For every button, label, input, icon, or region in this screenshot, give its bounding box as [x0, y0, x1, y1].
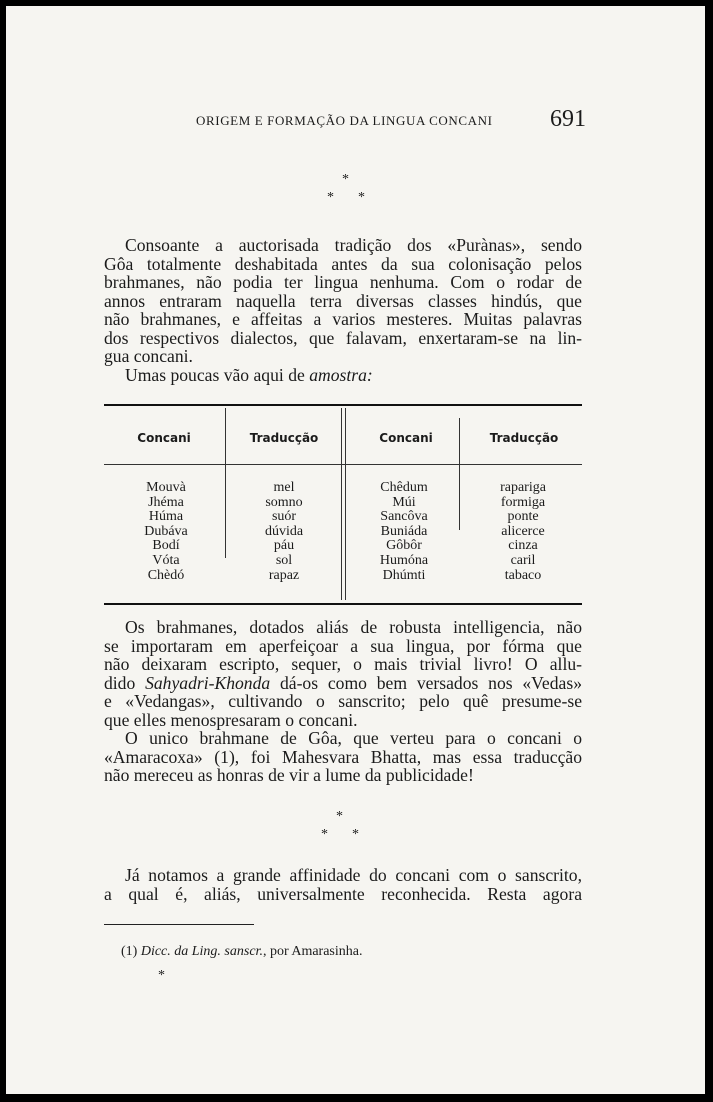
text-line: Os brahmanes, dotados aliás de robusta intelligencia, não: [125, 617, 582, 637]
text-line: a qual é, aliás, universalmente reconhecida. Resta agora: [104, 883, 582, 904]
table-cell: Buniáda: [380, 523, 428, 539]
footnote-rule: [104, 924, 254, 925]
table-cell: Humóna: [379, 552, 429, 568]
sample-intro: [104, 366, 582, 385]
footnote-source: Dicc. da Ling. sanscr.: [140, 944, 263, 959]
table-cell: Mouvà: [146, 480, 186, 495]
table-cell: páu: [273, 538, 295, 554]
text-line: dos respectivos dialectos, que falavam, enxertaram-se na lin-: [104, 327, 582, 348]
header-traduccao: Traducção: [249, 431, 319, 445]
table-cell: Chèdó: [147, 567, 185, 583]
text-line: se importaram em aperfeiçoar a sua lingua, por fórma que: [104, 635, 582, 656]
signature-mark: *: [158, 968, 165, 983]
table-cell: Húma: [148, 509, 184, 525]
table-cell: Jhéma: [148, 494, 184, 510]
asterism-star: *: [336, 809, 343, 824]
sample-intro-text: Umas poucas vão aqui de: [125, 365, 310, 385]
table-cell: Múi: [392, 494, 416, 510]
table-cell: sol: [275, 552, 293, 568]
text-line: [104, 674, 582, 693]
book-title: Sahyadri-Khonda: [145, 672, 271, 693]
table-cell: mel: [273, 480, 295, 495]
table-cell: somno: [265, 494, 303, 510]
table-cell: suór: [271, 509, 297, 525]
table-cell: dúvida: [264, 523, 304, 539]
page-header: [6, 106, 705, 136]
paragraph-3: [104, 729, 582, 785]
table-cell: ponte: [507, 509, 539, 525]
running-title: ORIGEM E FORMAÇÃO DA LINGUA CONCANI: [196, 113, 493, 128]
table-cell: Dubáva: [144, 523, 188, 539]
asterism-middle: [312, 809, 372, 841]
table-cell: Bodí: [152, 538, 180, 554]
column-concani-1: [116, 481, 216, 583]
text-line: que elles menospresaram o concani.: [104, 709, 358, 730]
text-line: não brahmanes, e affeitas a varios mesteres. Muitas palavras: [104, 309, 582, 329]
footnote-text: , por Amarasinha.: [262, 944, 363, 959]
table-cell: formiga: [500, 494, 546, 510]
text-line: gua concani.: [104, 346, 193, 366]
text-fragment: dido: [104, 672, 146, 693]
text-line: Já notamos a grande affinidade do concani com o sanscrito,: [125, 865, 582, 885]
table-top-rule: [104, 404, 582, 406]
table-cell: rapaz: [268, 567, 300, 583]
sample-intro-italic: amostra:: [309, 365, 373, 385]
column-concani-2: [354, 481, 454, 583]
footnote-marker: (1): [121, 944, 138, 959]
asterism-star: *: [321, 827, 328, 842]
asterism-top: [318, 172, 378, 204]
table-header-rule: [104, 464, 582, 465]
table-cell: Sancôva: [380, 509, 428, 525]
text-line: Consoante a auctorisada tradição dos «Purànas», sendo: [125, 235, 582, 255]
table-cell: caril: [510, 552, 536, 568]
text-line: brahmanes, não podia ter lingua nenhuma. Com o rodar de: [104, 272, 582, 292]
asterism-star: *: [327, 190, 334, 205]
asterism-star: *: [358, 190, 365, 205]
text-line: Gôa totalmente deshabitada antes da sua colonisação pelos: [104, 253, 582, 274]
asterism-star: *: [342, 172, 349, 187]
header-concani: Concani: [379, 431, 433, 445]
text-line: O unico brahmane de Gôa, que verteu para o concani o: [125, 728, 582, 748]
footnote: [121, 944, 362, 960]
paragraph-1: [104, 236, 582, 366]
header-concani: Concani: [137, 431, 191, 445]
book-page: [6, 6, 705, 1094]
text-line: e «Vedangas», cultivando o sanscrito; pelo quê presume-se: [104, 691, 582, 711]
table-cell: Chêdum: [380, 480, 428, 495]
table-cell: alicerce: [501, 523, 545, 539]
table-cell: Vóta: [152, 552, 180, 568]
table-cell: tabaco: [504, 567, 542, 583]
table-cell: cinza: [508, 538, 538, 554]
column-traduccao-2: [473, 481, 573, 583]
text-line: não mereceu as honras de vir a lume da publicidade!: [104, 765, 474, 785]
vocabulary-table: [104, 404, 582, 606]
table-cell: Dhúmti: [382, 567, 426, 583]
table-cell: Gôbôr: [386, 538, 422, 554]
header-traduccao: Traducção: [489, 431, 559, 445]
page-number: 691: [550, 106, 586, 132]
paragraph-2: [104, 618, 582, 729]
text-line: «Amaracoxa» (1), foi Mahesvara Bhatta, mas essa traducção: [104, 746, 582, 767]
asterism-star: *: [352, 827, 359, 842]
column-traduccao-1: [234, 481, 334, 583]
paragraph-4: [104, 866, 582, 903]
text-line: annos entraram naquella terra diversas classes hindús, que: [104, 290, 582, 311]
table-bottom-rule: [104, 603, 582, 605]
table-cell: rapariga: [500, 480, 546, 495]
text-fragment: dá-os como bem versados nos «Vedas»: [270, 672, 582, 693]
text-line: não deixaram escripto, sequer, o mais trivial livro! O allu-: [104, 654, 582, 674]
